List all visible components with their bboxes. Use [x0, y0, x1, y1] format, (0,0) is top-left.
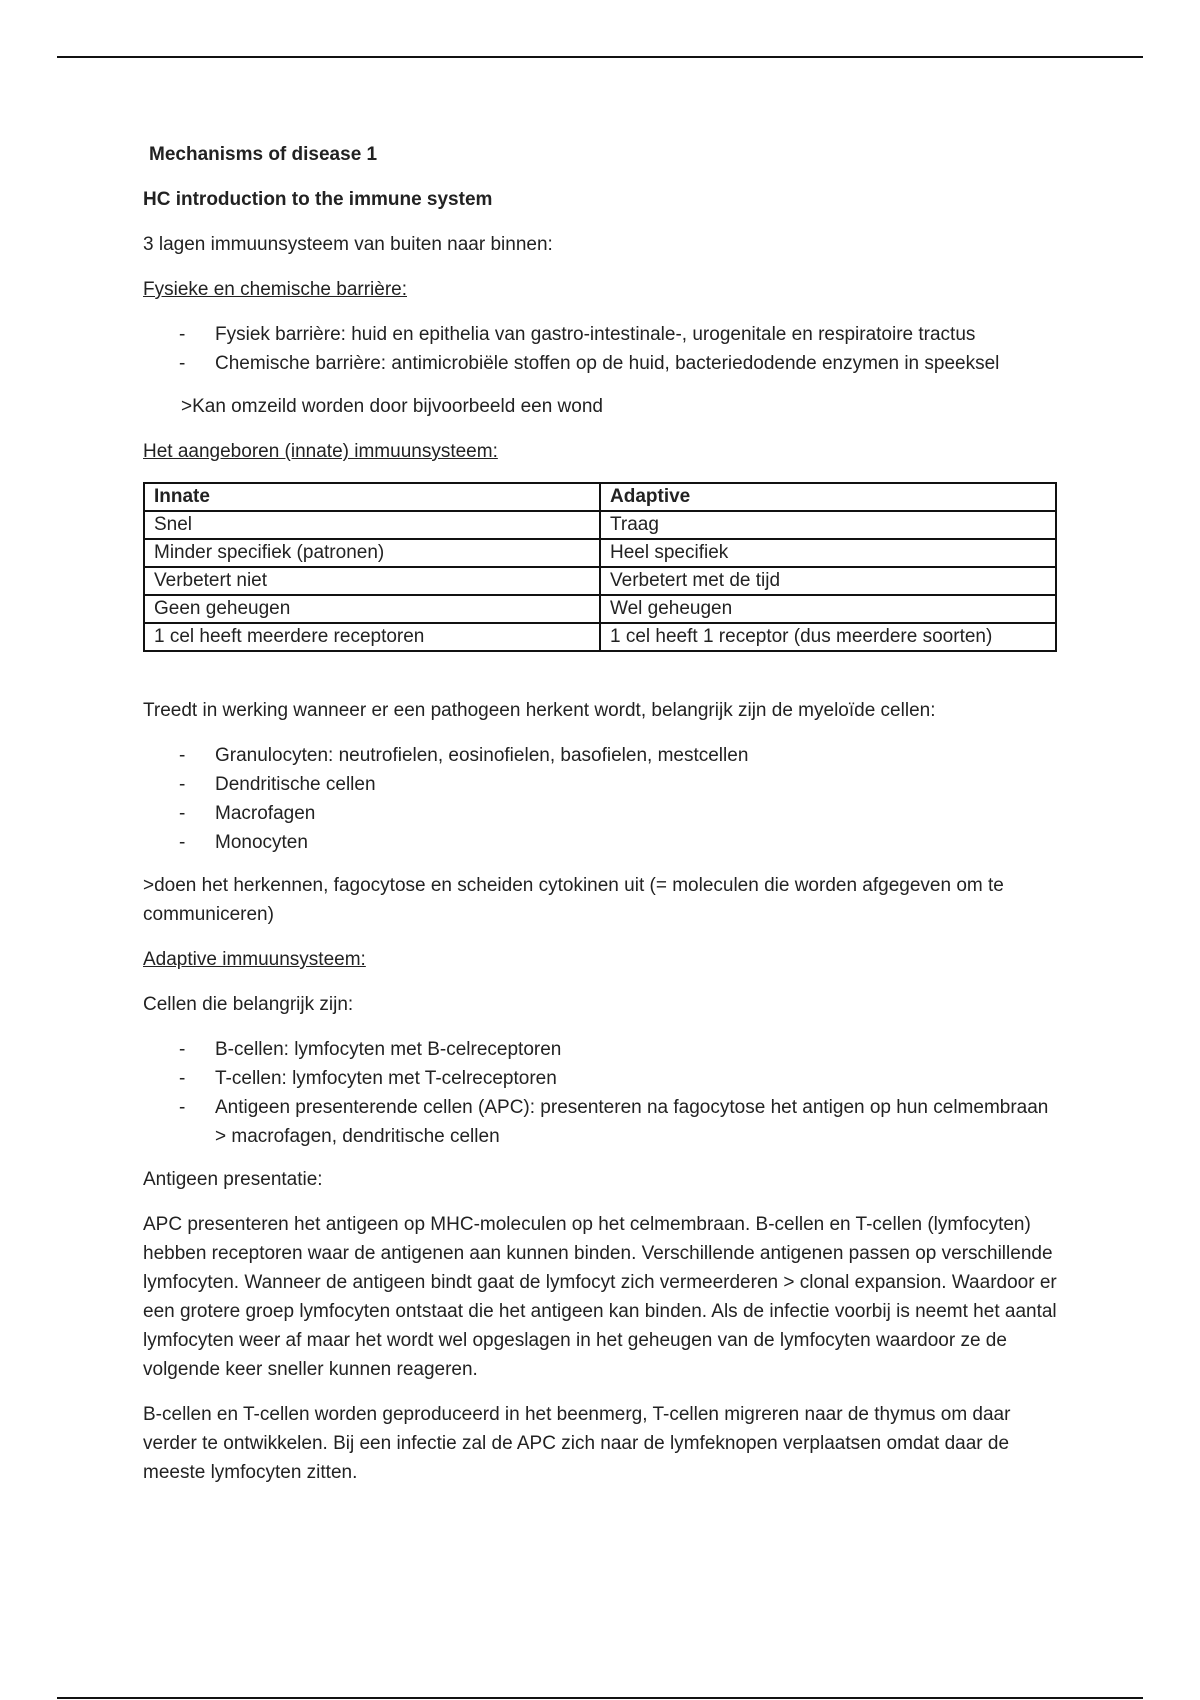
barrier-heading: Fysieke en chemische barrière: [143, 279, 407, 300]
innate-note: >doen het herkennen, fagocytose en scheiden cytokinen uit (= moleculen die worden afgegeven om te communiceren) [143, 875, 1004, 925]
header-rule [57, 56, 1143, 58]
table-cell: Verbetert niet [144, 567, 600, 595]
presentation-heading: Antigeen presentatie: [143, 1169, 323, 1190]
footer-rule [57, 1697, 1143, 1699]
table-header-row [144, 483, 1056, 511]
barrier-note: >Kan omzeild worden door bijvoorbeeld een wond [181, 396, 603, 417]
table-cell: Minder specifiek (patronen) [144, 539, 600, 567]
list-item: - Macrofagen [215, 799, 1058, 828]
list-item: - Granulocyten: neutrofielen, eosinofielen, basofielen, mestcellen [215, 741, 1058, 770]
presentation-paragraph-2: B-cellen en T-cellen worden geproduceerd in het beenmerg, T-cellen migreren naar de thymus om daar verder te ontwikkelen. Bij een infectie zal de APC zich naar de lymfeknopen verplaatsen omdat daar de meeste lymfocyten zitten. [143, 1404, 1011, 1483]
comparison-table [143, 482, 1057, 652]
document-body [143, 140, 1058, 1503]
table-header-cell: Innate [144, 483, 600, 511]
table-cell: Traag [600, 511, 1056, 539]
table-row [144, 623, 1056, 651]
adaptive-heading: Adaptive immuunsysteem: [143, 949, 366, 970]
table-cell: Heel specifiek [600, 539, 1056, 567]
section-title: HC introduction to the immune system [143, 189, 493, 210]
table-row [144, 595, 1056, 623]
presentation-paragraph-1: APC presenteren het antigeen op MHC-moleculen op het celmembraan. B-cellen en T-cellen (lymfocyten) hebben receptoren waar de antigenen aan kunnen binden. Verschillende antigenen passen op verschillende lymfocyten. Wanneer de antigeen bindt gaat de lymfocyt zich vermeerderen > clonal expansion. Waardoor er een grotere groep lymfocyten ontstaat die het antigeen kan binden. Als de infectie voorbij is neemt het aantal lymfocyten weer af maar het wordt wel opgeslagen in het geheugen van de lymfocyten waardoor ze de volgende keer sneller kunnen reageren. [143, 1214, 1057, 1380]
list-item: - T-cellen: lymfocyten met T-celreceptoren [215, 1064, 1058, 1093]
table-cell: Wel geheugen [600, 595, 1056, 623]
table-cell: Snel [144, 511, 600, 539]
innate-heading: Het aangeboren (innate) immuunsysteem: [143, 441, 498, 462]
list-item: - Fysiek barrière: huid en epithelia van gastro-intestinale-, urogenitale en respiratoire tractus [215, 320, 1058, 349]
intro-paragraph: 3 lagen immuunsysteem van buiten naar binnen: [143, 234, 553, 255]
adaptive-intro: Cellen die belangrijk zijn: [143, 994, 354, 1015]
document-title: Mechanisms of disease 1 [149, 144, 378, 165]
myeloid-list [143, 741, 1058, 857]
table-header-cell: Adaptive [600, 483, 1056, 511]
table-row [144, 511, 1056, 539]
list-item: - Antigeen presenterende cellen (APC): presenteren na fagocytose het antigen op hun celmembraan > macrofagen, dendritische cellen [215, 1093, 1058, 1151]
table-cell: 1 cel heeft 1 receptor (dus meerdere soorten) [600, 623, 1056, 651]
list-item: - Monocyten [215, 828, 1058, 857]
table-cell: 1 cel heeft meerdere receptoren [144, 623, 600, 651]
table-row [144, 567, 1056, 595]
list-item: - B-cellen: lymfocyten met B-celreceptoren [215, 1035, 1058, 1064]
innate-intro: Treedt in werking wanneer er een pathogeen herkent wordt, belangrijk zijn de myeloïde cellen: [143, 700, 936, 721]
adaptive-list [143, 1035, 1058, 1151]
barrier-list [143, 320, 1058, 378]
table-cell: Geen geheugen [144, 595, 600, 623]
table-row [144, 539, 1056, 567]
list-item: - Dendritische cellen [215, 770, 1058, 799]
table-cell: Verbetert met de tijd [600, 567, 1056, 595]
list-item: - Chemische barrière: antimicrobiële stoffen op de huid, bacteriedodende enzymen in speeksel [215, 349, 1058, 378]
